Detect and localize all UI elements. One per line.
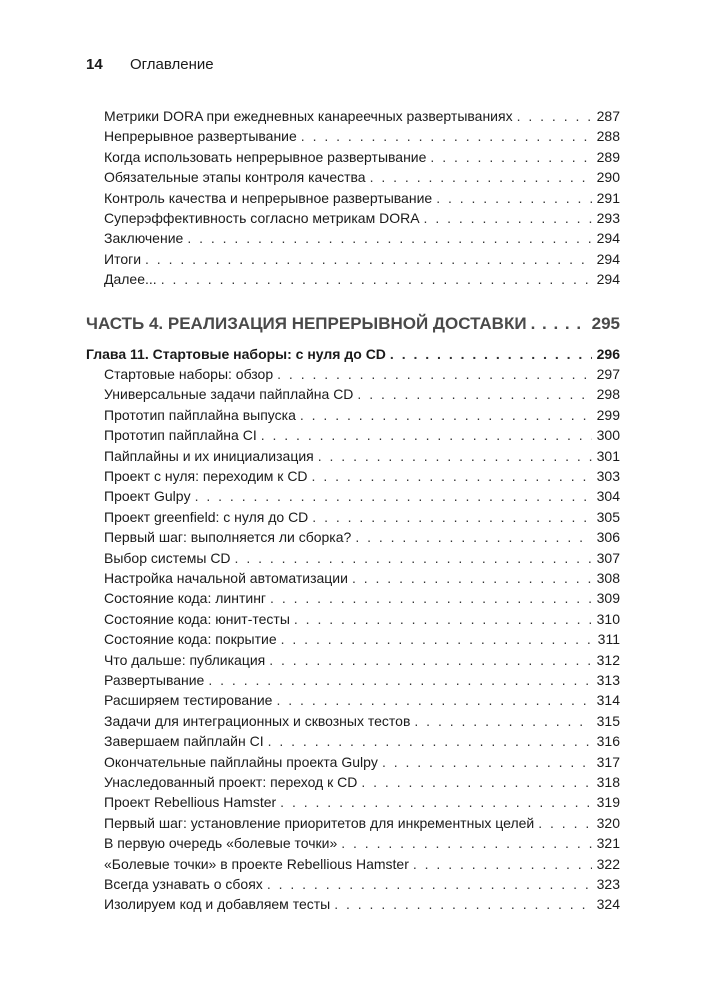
entry-page-number: 309 — [596, 590, 620, 607]
entry-page-number: 293 — [596, 210, 620, 226]
toc-entry — [104, 108, 620, 124]
dot-leader — [414, 713, 592, 729]
page-title: Оглавление — [130, 56, 214, 73]
toc-entry — [104, 190, 620, 206]
toc-entry — [104, 271, 620, 287]
entry-page-number: 311 — [597, 631, 620, 648]
toc-entry — [104, 835, 620, 851]
dot-leader — [517, 108, 592, 124]
toc-entry — [104, 230, 620, 246]
toc-entry — [104, 815, 620, 831]
dot-leader — [355, 529, 592, 545]
entry-title: Расширяем тестирование — [104, 692, 273, 709]
entry-page-number: 310 — [596, 610, 620, 627]
entry-page-number: 306 — [596, 529, 620, 546]
entry-page-number: 307 — [596, 549, 620, 566]
entry-page-number: 301 — [596, 447, 620, 464]
entry-title: Проект с нуля: переходим к CD — [104, 468, 308, 484]
entry-title: Состояние кода: линтинг — [104, 590, 267, 607]
entry-page-number: 291 — [596, 189, 620, 206]
dot-leader — [195, 488, 592, 504]
entry-title: Состояние кода: юнит-тесты — [104, 610, 290, 627]
entry-page-number: 300 — [596, 427, 620, 444]
entry-title: Итоги — [104, 250, 142, 267]
entry-title: Проект Rebellious Hamster — [104, 794, 277, 811]
entry-page-number: 312 — [596, 651, 620, 668]
dot-leader — [430, 149, 592, 165]
toc-entry — [104, 774, 620, 790]
toc-entry — [104, 128, 620, 144]
entry-title: «Болевые точки» в проекте Rebellious Hamster — [104, 855, 409, 872]
entry-page-number: 313 — [596, 672, 620, 688]
entry-title: Проект greenfield: с нуля до CD — [104, 508, 309, 525]
entry-page-number: 303 — [596, 468, 620, 484]
entry-page-number: 305 — [596, 508, 620, 525]
entry-page-number: 295 — [591, 314, 620, 333]
entry-title: Окончательные пайплайны проекта Gulpy — [104, 753, 378, 770]
dot-leader — [361, 774, 592, 790]
entry-page-number: 297 — [596, 366, 620, 382]
entry-page-number: 318 — [596, 774, 620, 790]
page-header — [86, 56, 214, 73]
toc-entry — [104, 692, 620, 708]
toc-entry — [104, 386, 620, 402]
toc-entry — [104, 149, 620, 165]
dot-leader — [269, 652, 592, 668]
toc-entry — [104, 488, 620, 504]
entry-page-number: 308 — [596, 570, 620, 586]
toc-entry — [104, 366, 620, 382]
entry-title: В первую очередь «болевые точки» — [104, 835, 338, 852]
toc-entry — [104, 468, 620, 484]
dot-leader — [352, 570, 592, 586]
toc-entry — [104, 550, 620, 566]
entry-title: Настройка начальной автоматизации — [104, 570, 348, 586]
entry-title: Непрерывное развертывание — [104, 128, 297, 145]
entry-title: Изолируем код и добавляем тесты — [104, 896, 331, 913]
entry-page-number: 296 — [596, 346, 620, 362]
entry-title: ЧАСТЬ 4. РЕАЛИЗАЦИЯ НЕПРЕРЫВНОЙ ДОСТАВКИ — [86, 314, 527, 333]
toc-entry — [104, 407, 620, 423]
entry-title: Первый шаг: выполняется ли сборка? — [104, 529, 352, 546]
entry-page-number: 322 — [596, 855, 620, 872]
dot-leader — [281, 631, 592, 647]
toc-entry — [104, 210, 620, 226]
dot-leader — [270, 590, 592, 606]
toc-entry — [104, 169, 620, 185]
entry-title: Первый шаг: установление приоритетов для инкрементных целей — [104, 814, 535, 831]
entry-title: Прототип пайплайна CI — [104, 427, 257, 444]
entry-page-number: 294 — [596, 230, 620, 247]
toc-entry — [104, 733, 620, 749]
entry-title: Развертывание — [104, 672, 205, 688]
entry-title: Обязательные этапы контроля качества — [104, 169, 366, 186]
entry-page-number: 324 — [596, 896, 620, 913]
part-heading — [86, 314, 620, 334]
dot-leader — [538, 815, 592, 831]
entry-title: Унаследованный проект: переход к CD — [104, 774, 358, 790]
dot-leader — [145, 251, 592, 267]
dot-leader — [300, 407, 592, 423]
toc-entry — [104, 713, 620, 729]
entry-title: Стартовые наборы: обзор — [104, 366, 274, 382]
toc-entry — [104, 509, 620, 525]
dot-leader — [294, 611, 592, 627]
dot-leader — [161, 271, 592, 287]
entry-title: Всегда узнавать о сбоях — [104, 876, 263, 892]
dot-leader — [357, 386, 592, 402]
dot-leader — [312, 509, 592, 525]
entry-title: Метрики DORA при ежедневных канареечных развертываниях — [104, 108, 513, 124]
entry-page-number: 294 — [596, 271, 620, 288]
entry-page-number: 299 — [596, 406, 620, 423]
entry-page-number: 316 — [596, 733, 620, 750]
entry-page-number: 315 — [596, 712, 620, 729]
entry-title: Задачи для интеграционных и сквозных тестов — [104, 712, 411, 729]
dot-leader — [280, 794, 592, 810]
toc-entry — [104, 529, 620, 545]
toc-entry — [104, 590, 620, 606]
toc-entry — [104, 611, 620, 627]
entry-title: Универсальные задачи пайплайна CD — [104, 386, 354, 403]
dot-leader — [208, 672, 592, 688]
entry-page-number: 319 — [596, 794, 620, 811]
entry-page-number: 314 — [596, 692, 620, 709]
toc-entry — [104, 652, 620, 668]
entry-page-number: 323 — [596, 876, 620, 892]
entry-title: Далее... — [104, 271, 157, 288]
entry-title: Контроль качества и непрерывное развертывание — [104, 189, 433, 206]
dot-leader — [277, 366, 592, 382]
dot-leader — [276, 692, 592, 708]
dot-leader — [424, 210, 592, 226]
entry-page-number: 317 — [596, 753, 620, 770]
dot-leader — [413, 856, 592, 872]
entry-title: Состояние кода: покрытие — [104, 631, 277, 648]
entry-title: Когда использовать непрерывное развертывание — [104, 148, 427, 165]
toc-entry — [104, 427, 620, 443]
dot-leader — [436, 190, 592, 206]
dot-leader — [390, 346, 592, 362]
toc-entry — [104, 794, 620, 810]
chapter-heading — [86, 346, 620, 362]
entry-page-number: 287 — [596, 108, 620, 124]
page-number: 14 — [86, 56, 103, 73]
entry-title: Выбор системы CD — [104, 549, 231, 566]
dot-leader — [268, 733, 592, 749]
toc-entry — [104, 448, 620, 464]
dot-leader — [267, 876, 592, 892]
dot-leader — [334, 896, 592, 912]
entry-title: Пайплайны и их инициализация — [104, 447, 314, 464]
entry-title: Суперэффективность согласно метрикам DORA — [104, 210, 420, 226]
entry-page-number: 320 — [596, 814, 620, 831]
dot-leader — [382, 754, 592, 770]
entry-title: Заключение — [104, 230, 184, 247]
dot-leader — [235, 550, 592, 566]
entry-page-number: 321 — [596, 835, 620, 852]
entry-page-number: 289 — [596, 148, 620, 165]
dot-leader — [187, 230, 592, 246]
dot-leader — [261, 427, 592, 443]
toc-entry — [104, 631, 620, 647]
entry-title: Завершаем пайплайн CI — [104, 733, 264, 750]
entry-title: Что дальше: публикация — [104, 651, 266, 668]
entry-title: Прототип пайплайна выпуска — [104, 406, 296, 423]
entry-page-number: 304 — [596, 488, 620, 505]
dot-leader — [318, 448, 592, 464]
toc-entry — [104, 856, 620, 872]
dot-leader — [341, 835, 592, 851]
toc-entry — [104, 672, 620, 688]
entry-page-number: 298 — [596, 386, 620, 403]
entry-title: Глава 11. Стартовые наборы: с нуля до CD — [86, 346, 386, 362]
dot-leader — [531, 314, 588, 334]
toc-entry — [104, 896, 620, 912]
dot-leader — [312, 468, 592, 484]
toc-entry — [104, 251, 620, 267]
dot-leader — [301, 128, 592, 144]
toc-entry — [104, 876, 620, 892]
toc-entry — [104, 570, 620, 586]
entry-page-number: 290 — [596, 169, 620, 186]
entry-page-number: 294 — [596, 250, 620, 267]
dot-leader — [370, 169, 592, 185]
entry-title: Проект Gulpy — [104, 488, 191, 505]
toc-entry — [104, 754, 620, 770]
entry-page-number: 288 — [596, 128, 620, 145]
